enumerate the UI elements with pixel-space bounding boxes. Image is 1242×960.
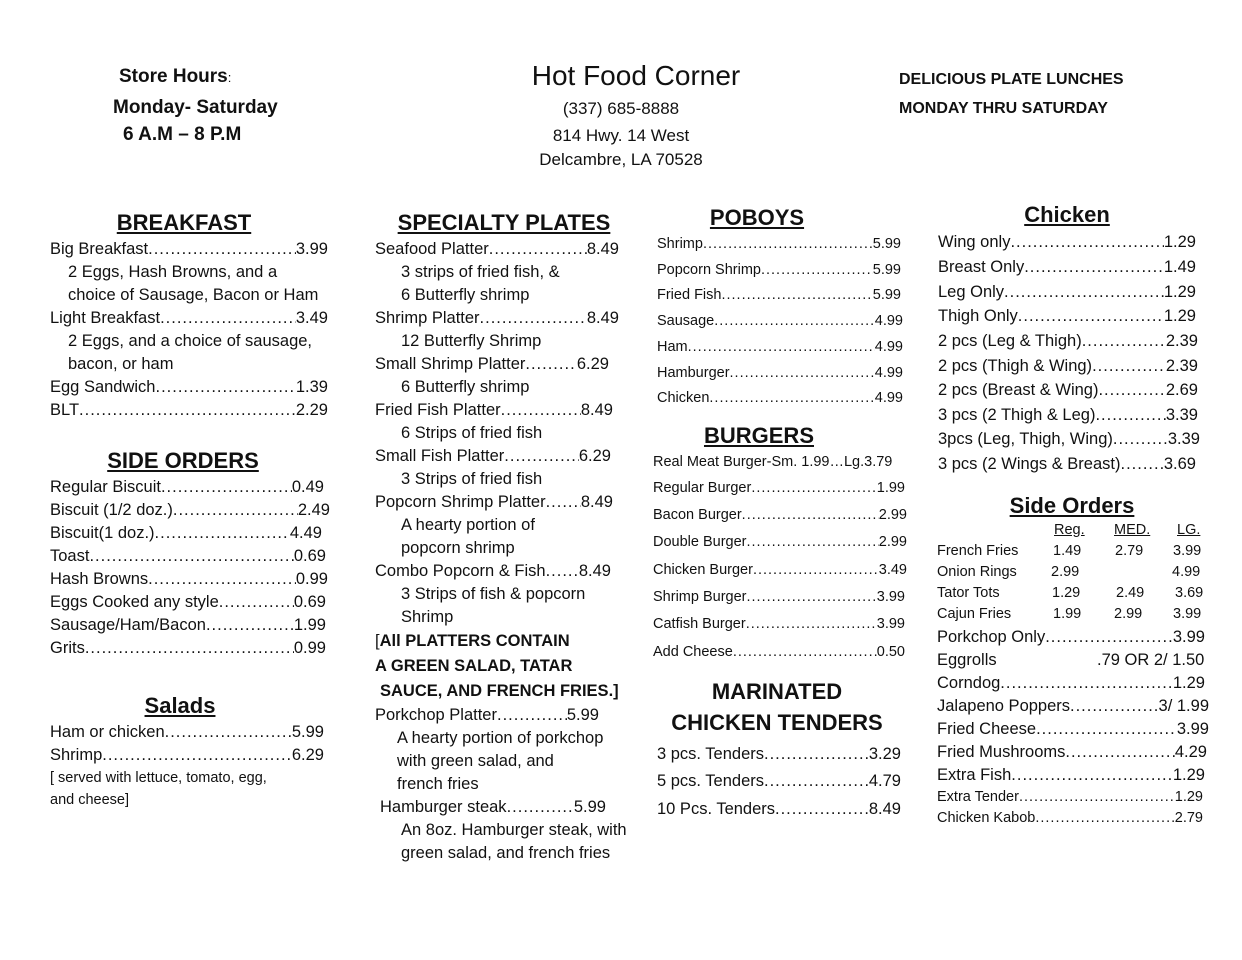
sized-item-reg: 1.49 [1053, 543, 1082, 559]
real-meat-burger: Real Meat Burger-Sm. 1.99…Lg.3.79 [653, 454, 893, 470]
menu-item: Jalapeno Poppers ..... 3/ 1.99 [937, 695, 1209, 718]
salad-note: [ served with lettuce, tomato, egg, [50, 770, 267, 786]
item-description: 2 Eggs, Hash Browns, and a [68, 263, 278, 281]
menu-item: Combo Popcorn & Fish ..... 8.49 [375, 560, 611, 583]
store-hours-time: 6 A.M – 8 P.M [123, 124, 242, 145]
menu-item: Leg Only ..... 1.29 [938, 281, 1196, 304]
menu-item: Fried Mushrooms ..... 4.29 [937, 741, 1207, 764]
restaurant-address-city: Delcambre, LA 70528 [539, 150, 703, 169]
sized-item-lg: 3.69 [1175, 585, 1204, 601]
restaurant-name: Hot Food Corner [531, 60, 741, 91]
platters-note: SAUCE, AND FRENCH FRIES.] [380, 682, 619, 700]
burgers-title: BURGERS [703, 423, 814, 448]
menu-item: Fried Fish ..... 5.99 [657, 284, 901, 307]
menu-item: 3 pcs (2 Wings & Breast) ..... 3.69 [938, 453, 1196, 476]
size-header-lg: LG. [1177, 522, 1201, 538]
menu-item: 10 Pcs. Tenders ..... 8.49 [657, 798, 901, 821]
item-description: 3 Strips of fish & popcorn [401, 585, 586, 603]
menu-item: Regular Burger ..... 1.99 [653, 477, 905, 500]
item-description: 6 Strips of fried fish [401, 424, 543, 442]
chicken-title: Chicken [1024, 202, 1110, 227]
menu-item: Thigh Only ..... 1.29 [938, 305, 1196, 328]
item-description: 2 Eggs, and a choice of sausage, [68, 332, 313, 350]
menu-item: 3 pcs. Tenders ..... 3.29 [657, 743, 901, 766]
menu-item: Fried Fish Platter ..... 8.49 [375, 399, 613, 422]
menu-item: Porkchop Only ..... 3.99 [937, 626, 1205, 649]
item-description: An 8oz. Hamburger steak, with [401, 821, 627, 839]
item-description: choice of Sausage, Bacon or Ham [68, 286, 319, 304]
sized-item-name: Tator Tots [937, 585, 1000, 601]
menu-item: Ham or chicken ..... 5.99 [50, 721, 324, 744]
menu-item: Regular Biscuit ..... 0.49 [50, 476, 324, 499]
item-description: 12 Butterfly Shrimp [401, 332, 542, 350]
menu-item: 2 pcs (Thigh & Wing) ..... 2.39 [938, 355, 1198, 378]
menu-item-label: Eggrolls [937, 651, 997, 669]
salad-note: and cheese] [50, 792, 130, 808]
menu-item: 3pcs (Leg, Thigh, Wing) ..... 3.39 [938, 428, 1200, 451]
item-description: 6 Butterfly shrimp [401, 286, 530, 304]
side-orders-title: SIDE ORDERS [107, 448, 259, 473]
sized-item-reg: 1.99 [1053, 606, 1082, 622]
tenders-title-1: MARINATED [711, 679, 843, 704]
menu-item: Hamburger steak ..... 5.99 [380, 796, 606, 819]
menu-item: Seafood Platter ..... 8.49 [375, 238, 619, 261]
menu-item: Breast Only ..... 1.49 [938, 256, 1196, 279]
sized-item-name: Cajun Fries [937, 606, 1012, 622]
menu-item: Chicken Burger ..... 3.49 [653, 559, 907, 582]
menu-item: Egg Sandwich ..... 1.39 [50, 376, 328, 399]
item-description: french fries [397, 775, 479, 793]
menu-item-price: .79 OR 2/ 1.50 [1097, 651, 1205, 669]
promo-line-1: DELICIOUS PLATE LUNCHES [899, 71, 1124, 88]
menu-item: Catfish Burger ..... 3.99 [653, 613, 905, 636]
item-description: with green salad, and [397, 752, 554, 770]
menu-item: Shrimp Platter ..... 8.49 [375, 307, 619, 330]
menu-item: Small Shrimp Platter ..... 6.29 [375, 353, 609, 376]
menu-item: Shrimp ..... 5.99 [657, 233, 901, 256]
menu-item: Fried Cheese ..... 3.99 [937, 718, 1209, 741]
menu-item: Add Cheese ..... 0.50 [653, 641, 905, 664]
item-description: green salad, and french fries [401, 844, 611, 862]
item-description: bacon, or ham [68, 355, 174, 373]
menu-item: Wing only ..... 1.29 [938, 231, 1196, 254]
menu-item: Bacon Burger ..... 2.99 [653, 504, 907, 527]
tenders-title-2: CHICKEN TENDERS [671, 710, 883, 735]
sized-item-name: French Fries [937, 543, 1019, 559]
sized-item-reg: 1.29 [1052, 585, 1081, 601]
menu-item: Chicken ..... 4.99 [657, 387, 903, 410]
menu-item: Extra Fish ..... 1.29 [937, 764, 1205, 787]
item-description: 3 Strips of fried fish [401, 470, 543, 488]
item-description: 3 strips of fried fish, & [401, 263, 560, 281]
menu-item: Ham ..... 4.99 [657, 336, 903, 359]
size-header-reg: Reg. [1054, 522, 1085, 538]
restaurant-phone: (337) 685-8888 [562, 99, 680, 118]
menu-item: 5 pcs. Tenders ..... 4.79 [657, 770, 901, 793]
salads-title: Salads [144, 693, 216, 718]
sized-item-lg: 4.99 [1172, 564, 1201, 580]
menu-item: Popcorn Shrimp ..... 5.99 [657, 259, 901, 282]
side-orders-right-title: Side Orders [1009, 493, 1135, 518]
poboys-title: POBOYS [709, 205, 805, 230]
menu-item: Biscuit(1 doz.) ..... 4.49 [50, 522, 322, 545]
menu-item: 3 pcs (2 Thigh & Leg) ..... 3.39 [938, 404, 1198, 427]
menu-item: Double Burger ..... 2.99 [653, 531, 907, 554]
menu-item: Biscuit (1/2 doz.) ..... 2.49 [50, 499, 330, 522]
menu-item: 2 pcs (Breast & Wing) ..... 2.69 [938, 379, 1198, 402]
size-header-med: MED. [1114, 522, 1151, 538]
breakfast-title: BREAKFAST [116, 210, 252, 235]
sized-item-name: Onion Rings [937, 564, 1017, 580]
menu-item: Hamburger ..... 4.99 [657, 362, 903, 385]
store-hours-title: Store Hours: [119, 66, 232, 87]
menu-item: Big Breakfast ..... 3.99 [50, 238, 328, 261]
sized-item-med: 2.79 [1115, 543, 1144, 559]
menu-item: Corndog ..... 1.29 [937, 672, 1205, 695]
sized-item-lg: 3.99 [1173, 606, 1202, 622]
menu-item: Eggs Cooked any style ..... 0.69 [50, 591, 326, 614]
menu-item: Shrimp ..... 6.29 [50, 744, 324, 767]
sized-item-med: 2.49 [1116, 585, 1145, 601]
menu-item: BLT ..... 2.29 [50, 399, 328, 422]
specialty-plates-title: SPECIALTY PLATES [397, 210, 611, 235]
menu-item: Popcorn Shrimp Platter ..... 8.49 [375, 491, 613, 514]
menu-item: Sausage/Ham/Bacon ..... 1.99 [50, 614, 326, 637]
store-hours-days: Monday- Saturday [113, 97, 278, 118]
sized-item-med: 2.99 [1114, 606, 1143, 622]
menu-item: Toast ..... 0.69 [50, 545, 326, 568]
item-description: Shrimp [401, 608, 454, 626]
item-description: A hearty portion of [401, 516, 535, 534]
platters-note: [All PLATTERS CONTAIN [375, 632, 570, 650]
item-description: 6 Butterfly shrimp [401, 378, 530, 396]
menu-item: Sausage ..... 4.99 [657, 310, 903, 333]
platters-note: A GREEN SALAD, TATAR [375, 657, 573, 675]
menu-item: Chicken Kabob ..... 2.79 [937, 807, 1203, 830]
menu-item: Light Breakfast ..... 3.49 [50, 307, 328, 330]
item-description: A hearty portion of porkchop [397, 729, 604, 747]
restaurant-address-street: 814 Hwy. 14 West [552, 126, 690, 145]
menu-item: Shrimp Burger ..... 3.99 [653, 586, 905, 609]
menu-item: 2 pcs (Leg & Thigh) ..... 2.39 [938, 330, 1198, 353]
menu-item: Hash Browns ..... 0.99 [50, 568, 328, 591]
promo-line-2: MONDAY THRU SATURDAY [899, 100, 1108, 117]
sized-item-lg: 3.99 [1173, 543, 1202, 559]
item-description: popcorn shrimp [401, 539, 515, 557]
menu-item: Porkchop Platter ..... 5.99 [375, 704, 599, 727]
menu-item: Small Fish Platter ..... 6.29 [375, 445, 611, 468]
menu-item: Grits ..... 0.99 [50, 637, 326, 660]
menu-item: Extra Tender ..... 1.29 [937, 786, 1203, 809]
sized-item-reg: 2.99 [1051, 564, 1080, 580]
